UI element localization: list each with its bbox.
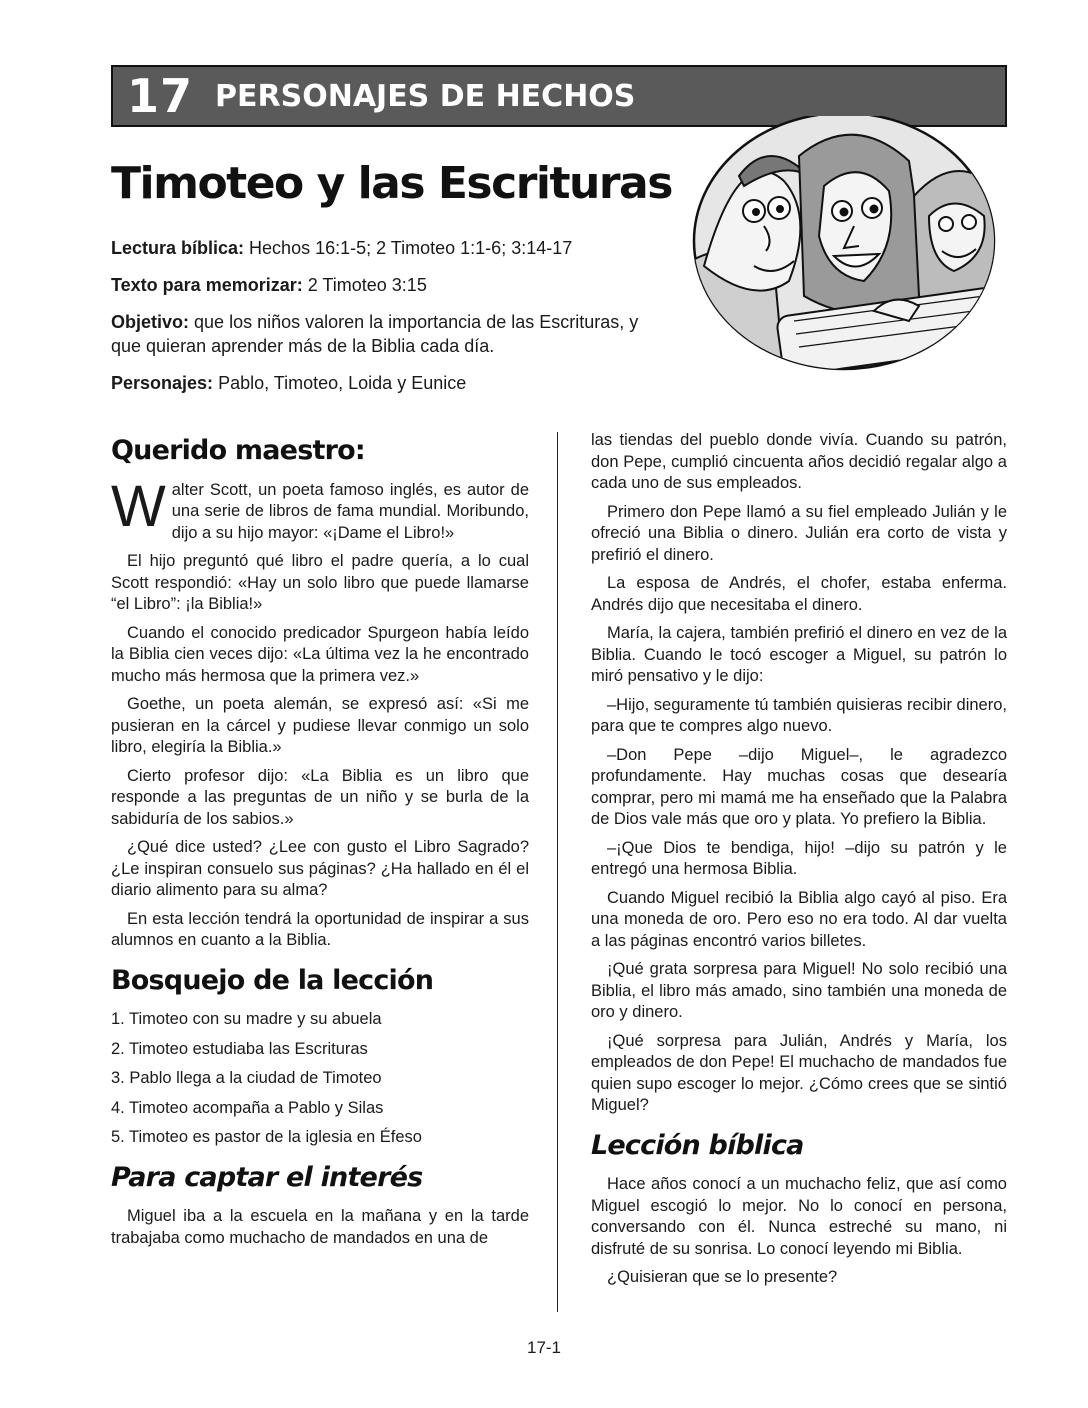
story-paragraph-7: –¡Que Dios te bendiga, hijo! –dijo su patrón y le entregó una hermosa Biblia.	[591, 838, 1007, 878]
reading-line	[111, 236, 671, 260]
querido-heading: Querido maestro:	[111, 435, 365, 466]
characters-value: Pablo, Timoteo, Loida y Eunice	[218, 373, 467, 393]
list-item: 5. Timoteo es pastor de la iglesia en Éfeso	[111, 1128, 422, 1146]
querido-paragraph-1	[111, 473, 529, 545]
story-paragraph-1: las tiendas del pueblo donde vivía. Cuando su patrón, don Pepe, cumplió cincuenta años decidió regalar algo a cada uno de sus empleados.	[591, 431, 1007, 492]
querido-paragraph-2: El hijo preguntó qué libro el padre quería, a lo cual Scott respondió: «Hay un solo libro que puede llamarse “el Libro”: ¡la Biblia!»	[111, 552, 529, 613]
column-divider	[557, 432, 558, 1312]
characters-line	[111, 371, 671, 395]
leccion-heading: Lección bíblica	[591, 1129, 804, 1161]
chapter-title: PERSONAJES DE HECHOS	[215, 78, 636, 114]
story-paragraph-4: María, la cajera, también prefirió el dinero en vez de la Biblia. Cuando le tocó escoger a Miguel, su patrón lo miró pensativo y le dijo:	[591, 624, 1007, 685]
memory-label: Texto para memorizar:	[111, 275, 303, 295]
bosquejo-heading: Bosquejo de la lección	[111, 964, 434, 996]
querido-paragraph-5: Cierto profesor dijo: «La Biblia es un libro que responde a las preguntas de un niño y se burla de la sabiduría de los sabios.»	[111, 766, 529, 828]
reading-value: Hechos 16:1-5; 2 Timoteo 1:1-6; 3:14-17	[249, 238, 573, 258]
story-paragraph-3: La esposa de Andrés, el chofer, estaba enferma. Andrés dijo que necesitaba el dinero.	[591, 574, 1007, 614]
querido-paragraph-6: ¿Qué dice usted? ¿Lee con gusto el Libro Sagrado? ¿Le inspiran consuelo sus páginas? ¿Ha hallado en él el diario alimento para su alma?	[111, 838, 529, 899]
page-number: 17-1	[526, 1338, 562, 1357]
illustration-image	[684, 116, 1004, 376]
story-paragraph-6: –Don Pepe –dijo Miguel–, le agradezco profundamente. Hay muchas cosas que desearía comprar, pero mi mamá me ha enseñado que la Palabra de Dios vale más que oro y plata. Yo prefiero la Biblia.	[591, 745, 1007, 828]
querido-p1-text: alter Scott, un poeta famoso inglés, es autor de una serie de libros de fama mundial. Moribundo, dijo a su hijo mayor: «¡Dame el Libro!»	[171, 480, 529, 542]
left-column	[111, 435, 529, 1256]
list-item: 2. Timoteo estudiaba las Escrituras	[111, 1039, 368, 1058]
captar-paragraph-1: Miguel iba a la escuela en la mañana y en la tarde trabajaba como muchacho de mandados en una de	[111, 1207, 529, 1247]
right-column	[591, 430, 1007, 1296]
characters-label: Personajes:	[111, 373, 214, 393]
memory-value: 2 Timoteo 3:15	[307, 275, 427, 295]
querido-paragraph-3: Cuando el conocido predicador Spurgeon había leído la Biblia cien veces dijo: «La última vez la he encontrado mucho más hermosa que la primera vez.»	[111, 623, 529, 685]
outline-list	[111, 1009, 529, 1149]
memory-line	[111, 273, 671, 297]
querido-paragraph-4: Goethe, un poeta alemán, se expresó así: «Si me pusieran en la cárcel y pudiese llevar conmigo un solo libro, elegiría la Biblia.»	[111, 695, 529, 756]
lesson-title: Timoteo y las Escrituras	[111, 158, 672, 209]
story-paragraph-2: Primero don Pepe llamó a su fiel empleado Julián y le ofreció una Biblia o dinero. Julián era corto de vista y prefirió el dinero.	[591, 502, 1007, 564]
story-paragraph-8: Cuando Miguel recibió la Biblia algo cayó al piso. Era una moneda de oro. Pero eso no era todo. Al dar vuelta a las páginas encontró varios billetes.	[591, 888, 1007, 950]
lesson-meta	[111, 236, 671, 408]
dropcap: W	[111, 473, 166, 539]
list-item: 1. Timoteo con su madre y su abuela	[111, 1010, 382, 1028]
story-paragraph-9: ¡Qué grata sorpresa para Miguel! No solo recibió una Biblia, el libro más amado, sino también una moneda de oro y dinero.	[591, 960, 1007, 1021]
list-item: 3. Pablo llega a la ciudad de Timoteo	[111, 1069, 382, 1087]
chapter-number: 17	[127, 69, 194, 123]
reading-label: Lectura bíblica:	[111, 238, 245, 258]
leccion-paragraph-1: Hace años conocí a un muchacho feliz, que así como Miguel escogió lo mejor. No lo conocí en persona, conversando con él. Nunca estreché su mano, ni disfruté de su sonrisa. Lo conocí leyendo mi Biblia.	[591, 1175, 1007, 1258]
story-paragraph-10: ¡Qué sorpresa para Julián, Andrés y María, los empleados de don Pepe! El muchacho de mandados fue quien supo escoger lo mejor. ¿Cómo crees que se sintió Miguel?	[591, 1031, 1007, 1114]
story-paragraph-5: –Hijo, seguramente tú también quisieras recibir dinero, para que te compres algo nuevo.	[591, 695, 1007, 735]
objective-line	[111, 310, 671, 358]
list-item: 4. Timoteo acompaña a Pablo y Silas	[111, 1098, 384, 1117]
objective-label: Objetivo:	[111, 312, 190, 332]
querido-paragraph-7: En esta lección tendrá la oportunidad de inspirar a sus alumnos en cuanto a la Biblia.	[111, 909, 529, 949]
leccion-paragraph-2: ¿Quisieran que se lo presente?	[607, 1268, 838, 1286]
objective-value: que los niños valoren la importancia de las Escrituras, y que quieran aprender más de la Biblia cada día.	[111, 312, 639, 356]
captar-heading: Para captar el interés	[111, 1161, 423, 1193]
